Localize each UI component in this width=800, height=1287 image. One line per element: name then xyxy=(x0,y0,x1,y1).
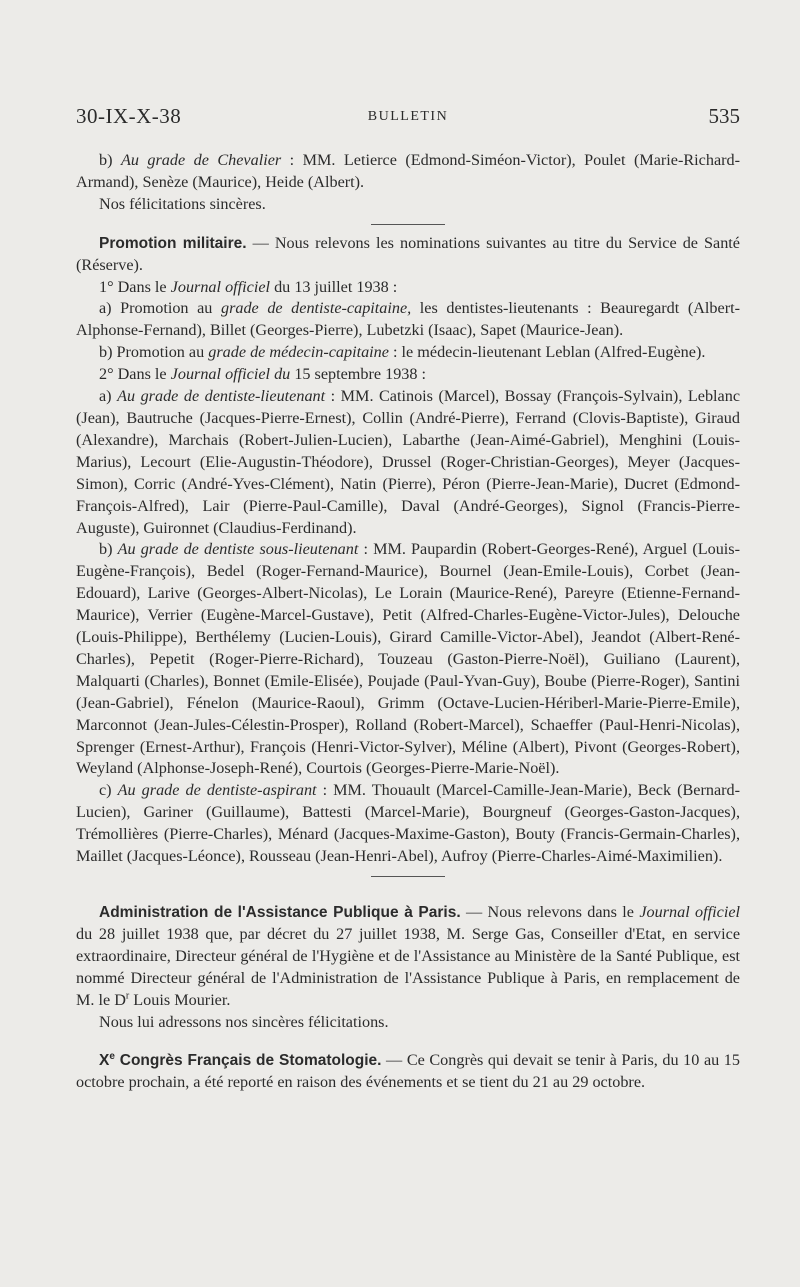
congres-paragraph: Xe Congrès Français de Stomatologie. — Ce Congrès qui devait se tenir à Paris, du 10 au 15 octobre prochain, a été reporté en raison des événements et se tient du 21 au 29 octobre. xyxy=(76,1051,740,1092)
assistance-paragraph: Administration de l'Assistance Publique à Paris. — Nous relevons dans le Journal officiel du 28 juillet 1938 que, par décret du 27 juillet 1938, M. Serge Gas, Conseiller d'Etat, en service extraordinaire, Directeur général de l'Hygiène et de l'Assistance au Ministère de la Santé Publique, est nommé Directeur général de l'Administration de l'Assistance Publique à Paris, en remplacement de M. le $D^r$ Louis Mourier. xyxy=(76,903,741,1009)
promotion-intro: Promotion militaire. — Nous relevons les nominations suivantes au titre du Service de Santé (Réserve). xyxy=(76,233,740,274)
journal-1-line: 1° Dans le Journal officiel du 13 juillet 1938 : xyxy=(99,277,398,296)
assistance-heading: Administration de l'Assistance Publique à Paris. xyxy=(99,904,461,921)
section-divider xyxy=(371,876,445,877)
chevalier-congrats: Nos félicitations sincères. xyxy=(99,194,266,213)
section-divider xyxy=(371,224,445,225)
assistance-congrats: Nous lui adressons nos sincères félicitations. xyxy=(99,1012,389,1031)
page-header xyxy=(76,104,740,132)
journal-2-line: 2° Dans le Journal officiel du 15 septembre 1938 : xyxy=(99,365,427,384)
dentiste-aspirant-paragraph: c) Au grade de dentiste-aspirant : MM. Thouault (Marcel-Camille-Jean-Marie), Beck (Bernard-Lucien), Gariner (Guillaume), Battesti (Marcel-Marie), Bourgneuf (Georges-Gaston-Jacques), Trémollières (Pierre-Charles), Ménard (Jacques-Maxime-Gaston), Bouty (Francis-Germain-Charles), Maillet (Jacques-Léonce), Rousseau (Jean-Henri-Abel), Aufroy (Pierre-Charles-Aimé-Maximilien). xyxy=(76,781,741,866)
chevalier-paragraph: b) Au grade de Chevalier : MM. Letierce (Edmond-Siméon-Victor), Poulet (Marie-Richard-Armand), Senèze (Maurice), Heide (Albert). xyxy=(76,151,741,191)
document-body xyxy=(76,150,740,1094)
header-title: BULLETIN xyxy=(367,109,449,124)
promotion-heading: Promotion militaire. xyxy=(99,234,247,252)
promotion-a-paragraph: a) Promotion au grade de dentiste-capitaine, les dentistes-lieutenants : Beauregardt (Albert-Alphonse-Fernand), Billet (Georges-Pierre), Lubetzki (Isaac), Sapet (Maurice-Jean). xyxy=(76,299,740,340)
header-date: 30-IX-X-38 xyxy=(76,104,182,128)
dentiste-lieutenant-paragraph: a) Au grade de dentiste-lieutenant : MM. Catinois (Marcel), Bossay (François-Sylvain), Leblanc (Jean), Bautruche (Jacques-Pierre-Ernest), Collin (André-Pierre), Ferrand (Clovis-Baptiste), Giraud (Alexandre), Marchais (Robert-Julien-Lucien), Labarthe (Jean-Aimé-Gabriel), Menghini (Louis-Marius), Lecourt (Elie-Augustin-Théodore), Drussel (Roger-Christian-Georges), Meyer (Jacques-Simon), Corric (André-Yves-Clément), Natin (Pierre), Péron (Pierre-Jean-Marie), Ducret (Edmond-François-Alfred), Lair (Pierre-Paul-Camille), Daval (André-Georges), Signol (Francis-Pierre-Auguste), Guironnet (Claudius-Ferdinand). xyxy=(76,387,741,537)
page-number: 535 xyxy=(708,104,740,128)
promotion-b-paragraph: b) Promotion au grade de médecin-capitaine : le médecin-lieutenant Leblan (Alfred-Eugène). xyxy=(99,343,706,362)
congres-heading: Xe Congrès Français de Stomatologie. xyxy=(99,1051,382,1070)
dentiste-sous-lieutenant-paragraph: b) Au grade de dentiste sous-lieutenant : MM. Paupardin (Robert-Georges-René), Arguel (Louis-Eugène-François), Bedel (Roger-Fernand-Maurice), Bournel (Jean-Emile-Louis), Corbet (Jean-Edouard), Larive (Georges-Albert-Nicolas), Le Lorain (Maurice-René), Pareyre (Etienne-Fernand-Maurice), Verrier (Eugène-Marcel-Gustave), Petit (Alfred-Charles-Eugène-Victor-Jules), Delouche (Louis-Philippe), Berthélemy (Lucien-Louis), Girard Camille-Victor-Abel), Jeandot (Albert-René-Charles), Pepetit (Roger-Pierre-Richard), Touzeau (Gaston-Pierre-Noël), Guiliano (Laurent), Malquarti (Charles), Bonnet (Emile-Elisée), Poujade (Paul-Yvan-Guy), Boube (Pierre-Roger), Santini (Jean-Gabriel), Fénelon (Maurice-Raoul), Grimm (Octave-Lucien-Hériberl-Marie-Pierre-Emile), Marconnot (Jean-Jules-Célestin-Prosper), Rolland (Robert-Marcel), Schaeffer (Paul-Henri-Nicolas), Sprenger (Ernest-Arthur), François (Henri-Victor-Sylver), Méline (Albert), Pivont (Georges-Robert), Weyland (Alphonse-Joseph-René), Courtois (Georges-Pierre-Marie-Noël). xyxy=(76,540,740,778)
